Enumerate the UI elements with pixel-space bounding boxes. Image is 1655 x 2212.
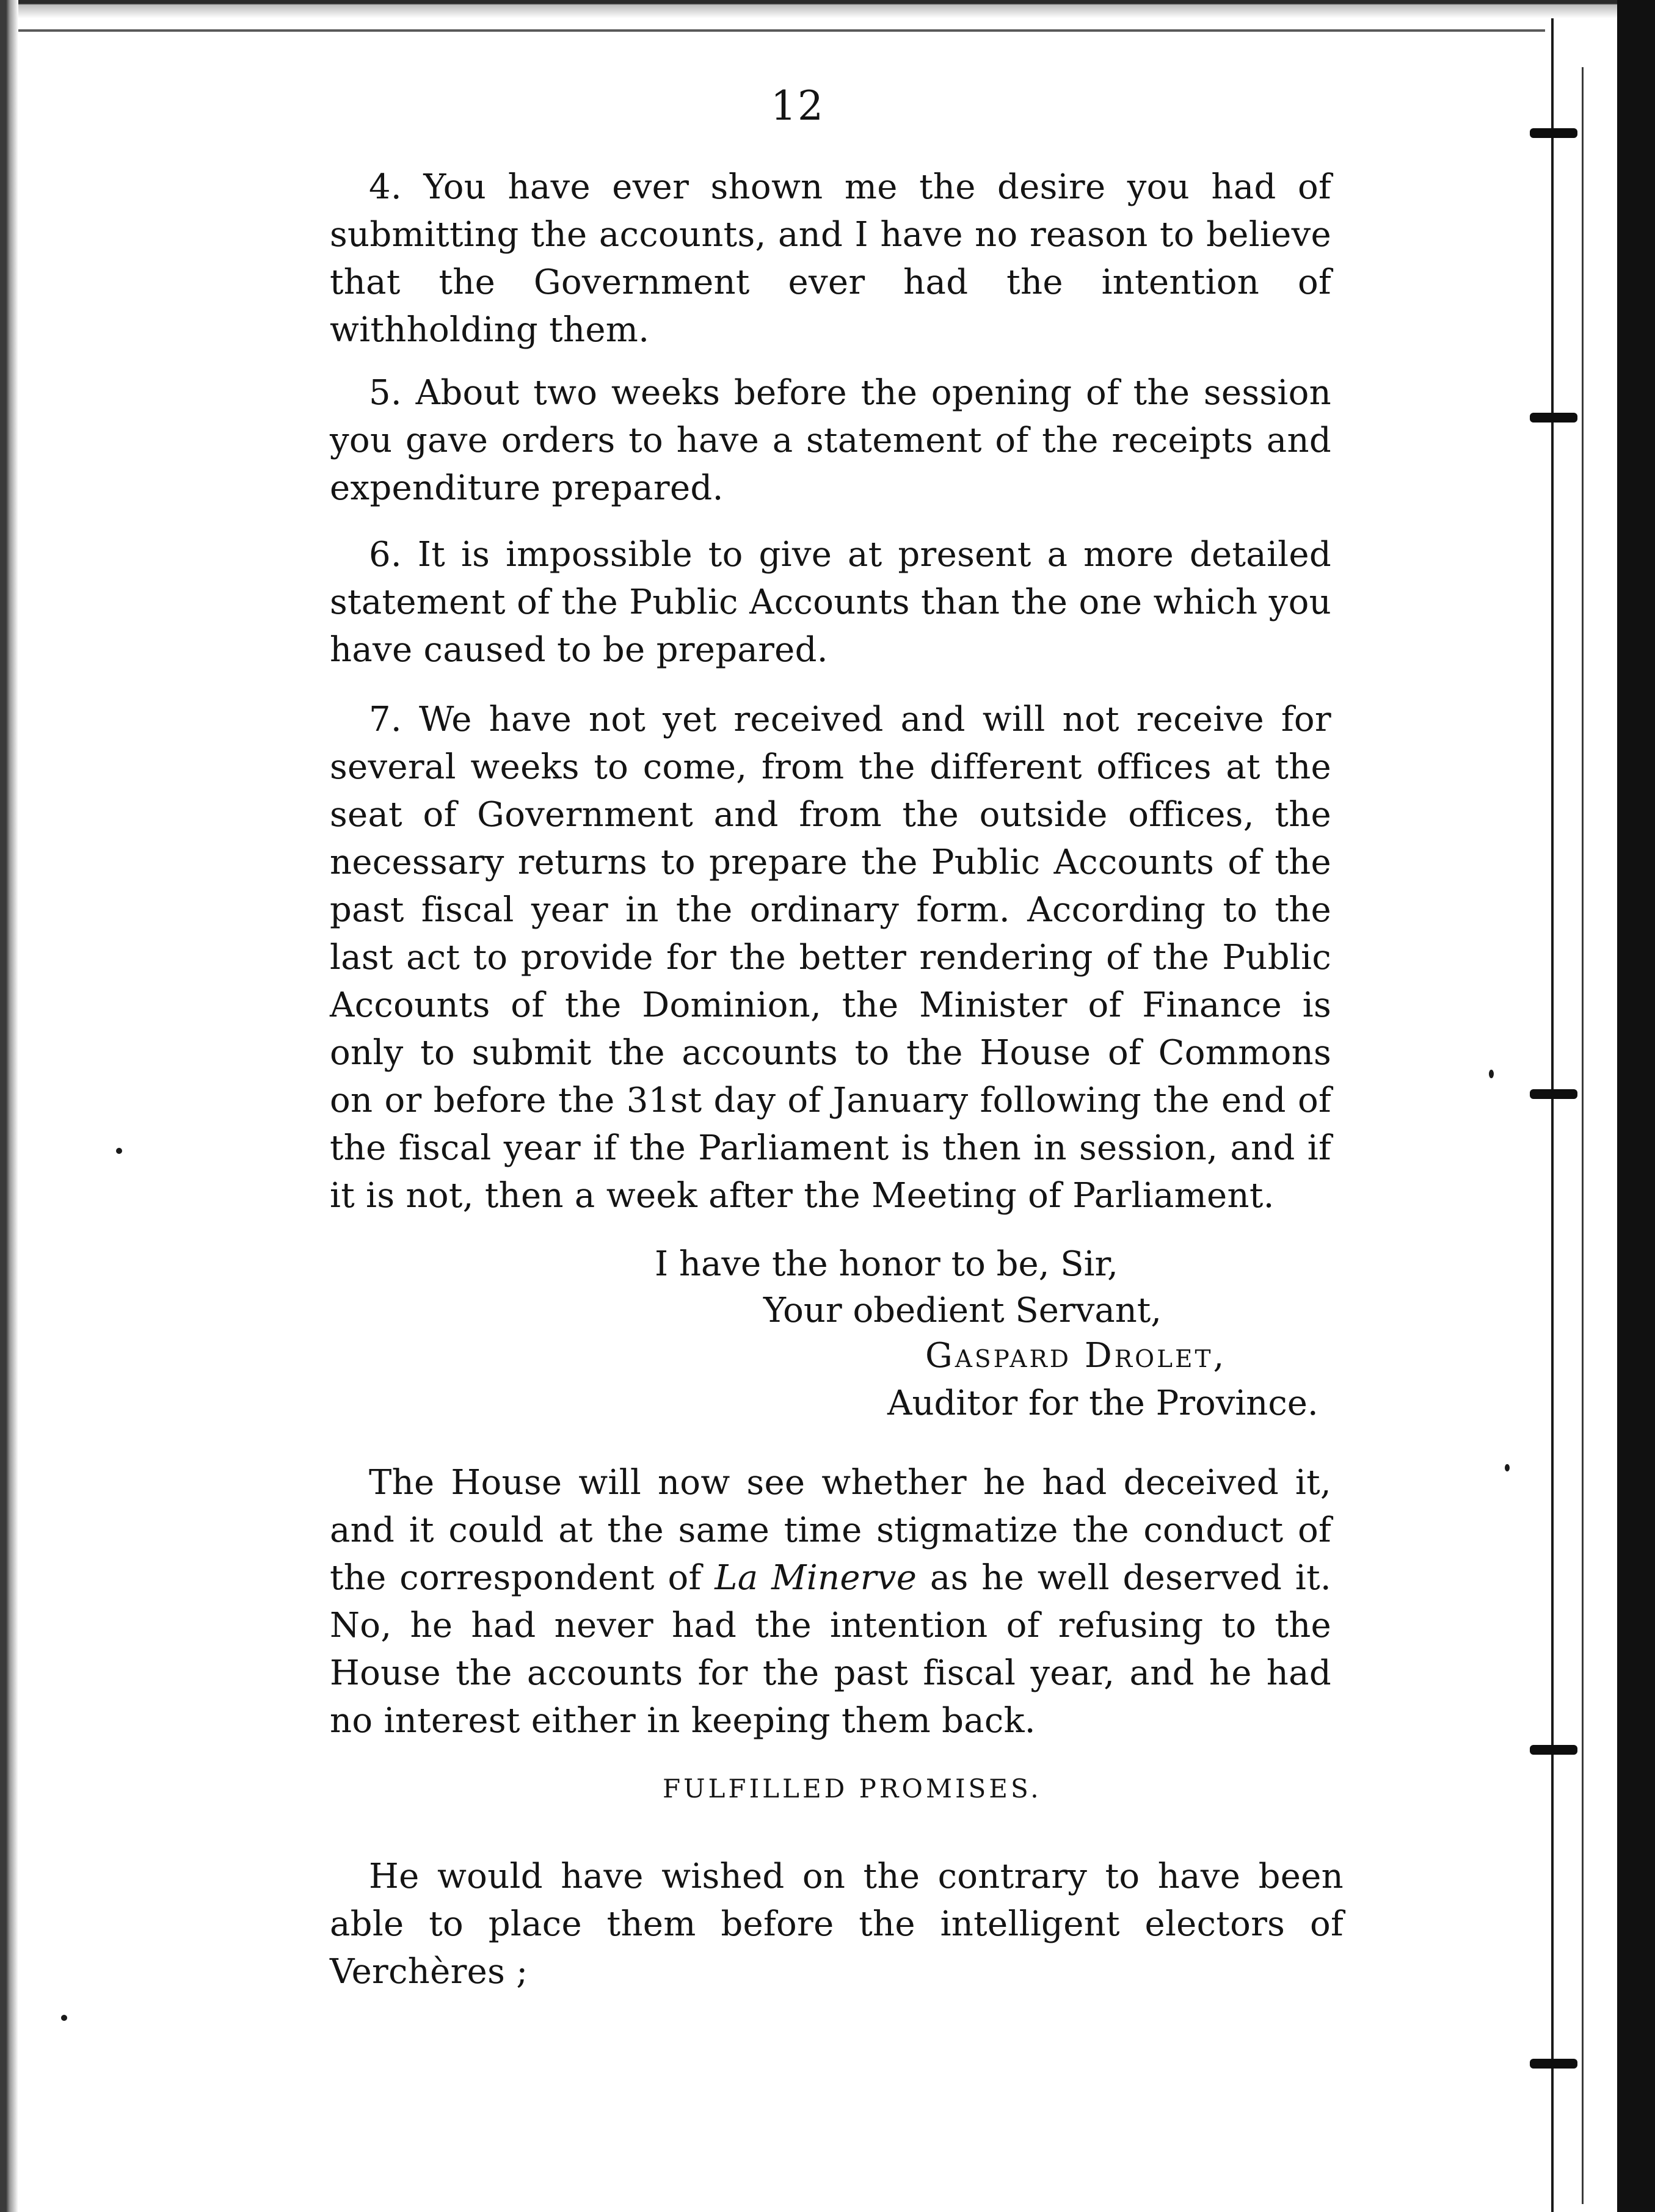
scan-speck (1489, 1070, 1494, 1078)
commentary-text-end: as he well deserved it. No, he had never had the intention of refusing to the House the accounts for the past fiscal year, and he had no interest either in keeping them back. (330, 1558, 1331, 1741)
binding-stitch-mark (1530, 413, 1577, 422)
newspaper-name: La Minerve (715, 1558, 917, 1598)
scan-speck (116, 1148, 122, 1154)
binding-spine-line (1551, 18, 1554, 2212)
section-heading: FULFILLED PROMISES. (663, 1774, 1042, 1804)
closing-paragraph: He would have wished on the contrary to have been able to place them before the intelligent electors of Verchères ; (330, 1857, 1344, 1992)
signoff-closing: Your obedient Servant, (763, 1291, 1162, 1330)
scan-top-edge (0, 0, 1655, 18)
paragraph-6: 6. It is impossible to give at present a more detailed statement of the Public Accounts than the one which you have caused to be prepared. (330, 535, 1331, 670)
scan-speck (1505, 1464, 1510, 1471)
paragraph-4: 4. You have ever shown me the desire you had of submitting the accounts, and I have no reason to believe that the Government ever had the intention of withholding them. (330, 167, 1331, 350)
commentary-text-start: The House will now see whether he had deceived it, and it could at the same time stigmatize the conduct of the correspondent of (330, 1463, 1331, 1598)
scan-left-edge (0, 0, 18, 2212)
binding-stitch-mark (1530, 128, 1577, 138)
binding-stitch-mark (1530, 1745, 1577, 1755)
signoff-title: Auditor for the Province. (887, 1383, 1319, 1423)
binding-stitch-mark (1530, 2059, 1577, 2069)
scan-top-rule (18, 29, 1545, 32)
binding-spine-line-outer (1582, 67, 1584, 2204)
page-number: 12 (771, 82, 824, 129)
signoff-greeting: I have the honor to be, Sir, (655, 1244, 1118, 1284)
paragraph-7: 7. We have not yet received and will not receive for several weeks to come, from the different offices at the seat of Government and from the outside offices, the necessary returns to prepare the Public Accounts of the past fiscal year in the ordinary form. According to the last act to provide for the better rendering of the Public Accounts of the Dominion, the Minister of Finance is only to submit the accounts to the House of Commons on or before the 31st day of January following the end of the fiscal year if the Parliament is then in session, and if it is not, then a week after the Meeting of Parliament. (330, 700, 1331, 1216)
paragraph-5: 5. About two weeks before the opening of the session you gave orders to have a statement of the receipts and expenditure prepared. (330, 373, 1331, 508)
scan-speck (61, 2015, 67, 2021)
scan-right-edge (1617, 0, 1655, 2212)
commentary-paragraph (330, 1459, 1331, 1745)
signoff-name: Gaspard Drolet, (925, 1336, 1227, 1376)
binding-stitch-mark (1530, 1089, 1577, 1099)
